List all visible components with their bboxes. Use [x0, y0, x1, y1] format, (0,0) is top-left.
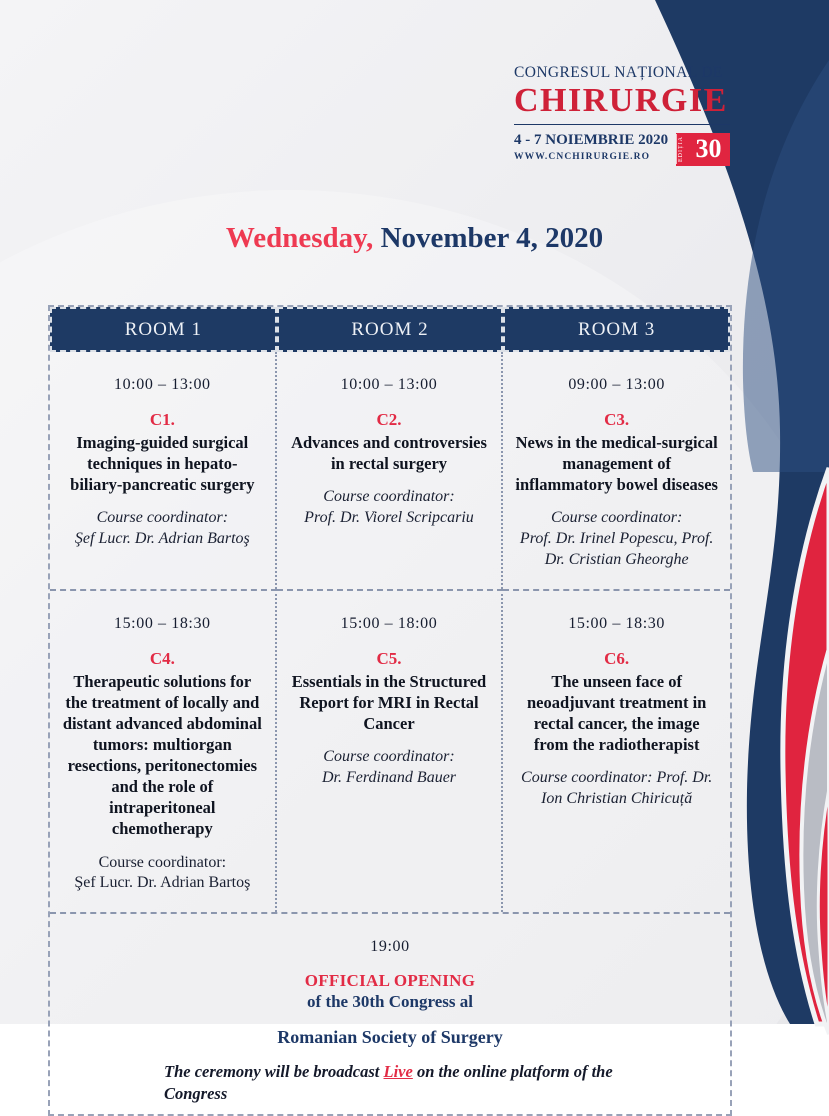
- session-time: 15:00 – 18:30: [113, 614, 211, 632]
- live-label: Live: [383, 1062, 413, 1082]
- session-c1: [50, 352, 277, 589]
- edition-number: 30: [695, 134, 722, 164]
- schedule-grid: [50, 307, 730, 912]
- room-header-3: ROOM 3: [503, 307, 730, 352]
- session-code: C5.: [376, 648, 402, 668]
- coordinator-name: Prof. Dr. Irinel Popescu, Prof. Dr. Cristian Gheorghe: [519, 530, 714, 568]
- opening-subtitle: of the 30th Congress al: [307, 992, 473, 1012]
- session-c2: [277, 352, 504, 589]
- session-coordinator: [289, 747, 490, 789]
- session-title: Essentials in the Structured Report for MRI in Rectal Cancer: [291, 671, 487, 733]
- session-coordinator: [515, 768, 718, 810]
- coordinator-label: Course coordinator:: [323, 488, 455, 506]
- session-time: 15:00 – 18:30: [568, 614, 666, 632]
- congress-dates: 4 - 7 NOIEMBRIE 2020: [514, 131, 669, 148]
- page-title-day: Wednesday,: [225, 222, 374, 254]
- coordinator-label: Course coordinator:: [96, 509, 229, 527]
- society-name: Romanian Society of Surgery: [277, 1027, 503, 1048]
- session-coordinator: [62, 853, 263, 895]
- coordinator-label: Course coordinator:: [98, 853, 227, 871]
- session-code: C4.: [149, 648, 175, 668]
- session-c6: [503, 589, 730, 912]
- coordinator-name: Prof. Dr. Ion Christian Chiricuță: [541, 769, 713, 807]
- session-time: 15:00 – 18:00: [340, 614, 438, 632]
- opening-title: OFFICIAL OPENING: [304, 971, 476, 991]
- session-title: News in the medical-surgical management of inflammatory bowel diseases: [515, 433, 718, 495]
- logo-divider: [514, 124, 730, 125]
- session-time: 09:00 – 13:00: [568, 376, 666, 393]
- session-code: C2.: [376, 410, 402, 429]
- edition-label: EDIȚIA: [676, 134, 687, 164]
- coordinator-label: Course coordinator:: [550, 509, 683, 527]
- congress-logo: [514, 64, 730, 166]
- session-coordinator: [515, 508, 718, 570]
- session-time: 10:00 – 13:00: [113, 376, 211, 393]
- session-time: 10:00 – 13:00: [340, 376, 438, 393]
- coordinator-name: Şef Lucr. Dr. Adrian Bartoş: [74, 530, 250, 548]
- room-header-1: ROOM 1: [50, 307, 277, 352]
- session-c5: [277, 589, 504, 912]
- edition-30-badge: [676, 133, 730, 166]
- ceremony-text-pre: The ceremony will be broadcast: [164, 1062, 384, 1082]
- session-coordinator: [62, 508, 263, 550]
- opening-time: 19:00: [370, 938, 410, 956]
- official-opening-cell: [50, 912, 730, 1114]
- logo-topline: CONGRESUL NAȚIONAL DE: [514, 64, 723, 81]
- coordinator-name: Şef Lucr. Dr. Adrian Bartoş: [74, 874, 251, 892]
- coordinator-name: Dr. Ferdinand Bauer: [321, 768, 457, 786]
- session-coordinator: [289, 487, 490, 529]
- session-c3: [503, 352, 730, 589]
- congress-website-link[interactable]: WWW.CNCHIRURGIE.RO: [514, 151, 651, 162]
- page-title: [0, 222, 829, 255]
- coordinator-label: Course coordinator:: [323, 748, 455, 766]
- session-c4: [50, 589, 277, 912]
- coordinator-name: Prof. Dr. Viorel Scripcariu: [304, 509, 474, 527]
- session-title: Imaging-guided surgical techniques in hepato-biliary-pancreatic surgery: [70, 433, 255, 495]
- ceremony-note: [164, 1061, 616, 1104]
- session-code: C1.: [149, 410, 175, 429]
- room-header-2: ROOM 2: [277, 307, 504, 352]
- session-code: C6.: [604, 648, 630, 668]
- ceremony-text-post: on the online platform of the Congress: [164, 1062, 613, 1103]
- session-title: Advances and controversies in rectal surgery: [291, 433, 487, 474]
- session-title: Therapeutic solutions for the treatment of locally and distant advanced abdominal tumors: multiorgan resections, peritonectomies and the role of intraperitoneal chemotherapy: [62, 671, 262, 839]
- session-title: The unseen face of neoadjuvant treatment in rectal cancer, the image from the radiotherapist: [526, 671, 707, 755]
- logo-name: CHIRURGIE: [514, 82, 728, 119]
- schedule-table: [48, 305, 732, 1116]
- session-code: C3.: [604, 410, 630, 429]
- coordinator-label: Course coordinator:: [521, 769, 653, 787]
- page-title-date: November 4, 2020: [373, 222, 604, 254]
